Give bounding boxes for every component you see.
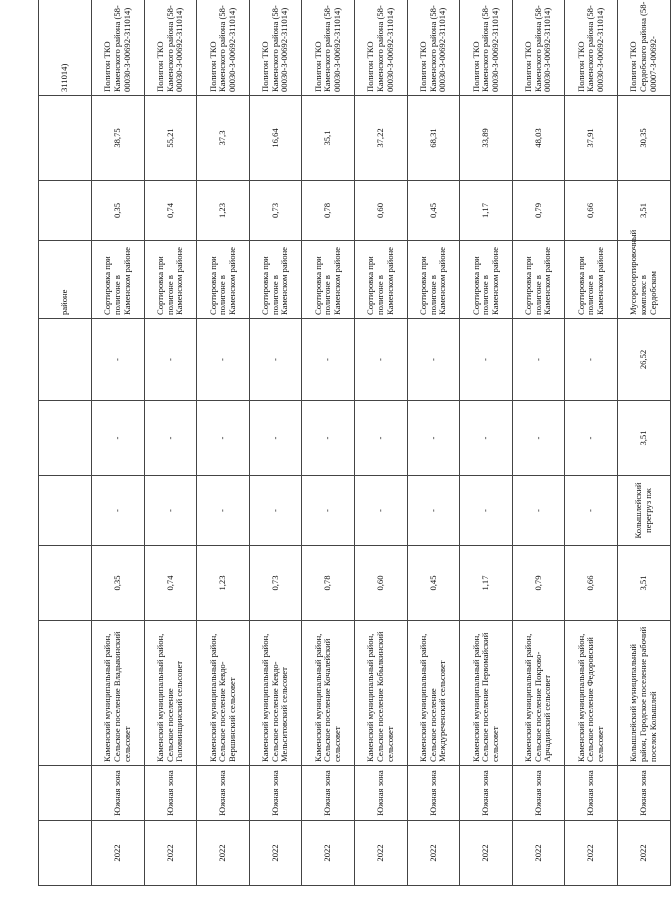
rotated-table-wrapper	[38, 1, 658, 886]
processing-object-cell: Мусоросортировочный комплекс в Сердобском	[617, 241, 670, 319]
processing-object-cell: Сортировка при полигоне в Каменском районе	[144, 241, 197, 319]
zone-cell: Южная зона	[460, 766, 513, 821]
transport-distance-cell: 35,1	[302, 96, 355, 181]
municipality-cell: Каменский муниципальный район, Сельское поселение Междуреченский сельсовет	[407, 621, 460, 766]
waste-flow-table	[38, 0, 671, 886]
transfer-station-cell: -	[249, 476, 302, 546]
zone-cell	[39, 766, 92, 821]
transfer-station-cell	[39, 476, 92, 546]
waste-mass-cell: 0,74	[144, 546, 197, 621]
zone-cell: Южная зона	[144, 766, 197, 821]
transfer-station-cell: -	[565, 476, 618, 546]
table-row	[39, 0, 92, 886]
municipality-cell	[39, 621, 92, 766]
zone-cell: Южная зона	[354, 766, 407, 821]
waste-mass-cell: 0,60	[354, 546, 407, 621]
zone-cell: Южная зона	[617, 766, 670, 821]
transfer-station-cell: -	[354, 476, 407, 546]
year-cell: 2022	[249, 821, 302, 886]
zone-cell: Южная зона	[512, 766, 565, 821]
transfer-distance-cell	[39, 319, 92, 401]
waste-mass-cell: 1,23	[197, 546, 250, 621]
landfill-cell: 311014)	[39, 0, 92, 96]
table-row	[354, 0, 407, 886]
transport-distance-cell: 37,91	[565, 96, 618, 181]
municipality-cell: Каменский муниципальный район, Сельское поселение Кочалейский сельсовет	[302, 621, 355, 766]
transfer-station-cell: -	[92, 476, 145, 546]
waste-mass-cell: 0,35	[92, 546, 145, 621]
transfer-mass-cell: -	[460, 401, 513, 476]
waste-mass-cell: 0,73	[249, 546, 302, 621]
processing-mass-cell: 0,79	[512, 181, 565, 241]
table-row	[565, 0, 618, 886]
transport-distance-cell: 68,31	[407, 96, 460, 181]
year-cell: 2022	[617, 821, 670, 886]
table-row	[92, 0, 145, 886]
zone-cell: Южная зона	[197, 766, 250, 821]
transfer-distance-cell: -	[92, 319, 145, 401]
processing-mass-cell	[39, 181, 92, 241]
table-row	[197, 0, 250, 886]
year-cell: 2022	[197, 821, 250, 886]
processing-mass-cell: 0,35	[92, 181, 145, 241]
year-cell: 2022	[302, 821, 355, 886]
transfer-distance-cell: -	[144, 319, 197, 401]
processing-mass-cell: 1,23	[197, 181, 250, 241]
processing-mass-cell: 3,51	[617, 181, 670, 241]
waste-mass-cell: 3,51	[617, 546, 670, 621]
landfill-cell: Полигон ТКО Каменского района (58-00030-З-00692-311014)	[144, 0, 197, 96]
transport-distance-cell: 30,35	[617, 96, 670, 181]
table-row	[512, 0, 565, 886]
transport-distance-cell: 48,03	[512, 96, 565, 181]
year-cell: 2022	[407, 821, 460, 886]
processing-object-cell: Сортировка при полигоне в Каменском районе	[92, 241, 145, 319]
transfer-distance-cell: -	[249, 319, 302, 401]
transfer-mass-cell: -	[302, 401, 355, 476]
landfill-cell: Полигон ТКО Каменского района (58-00030-З-00692-311014)	[92, 0, 145, 96]
processing-object-cell: районе	[39, 241, 92, 319]
table-row	[460, 0, 513, 886]
transfer-mass-cell: -	[249, 401, 302, 476]
waste-mass-cell	[39, 546, 92, 621]
table-row	[407, 0, 460, 886]
transfer-mass-cell: -	[197, 401, 250, 476]
municipality-cell: Каменский муниципальный район, Сельское поселение Первомайский сельсовет	[460, 621, 513, 766]
processing-mass-cell: 0,66	[565, 181, 618, 241]
transfer-mass-cell: -	[144, 401, 197, 476]
transfer-distance-cell: 26,52	[617, 319, 670, 401]
year-cell: 2022	[512, 821, 565, 886]
transport-distance-cell: 38,75	[92, 96, 145, 181]
processing-object-cell: Сортировка при полигоне в Каменском районе	[354, 241, 407, 319]
processing-mass-cell: 0,73	[249, 181, 302, 241]
transfer-station-cell: -	[197, 476, 250, 546]
municipality-cell: Каменский муниципальный район, Сельское поселение Владыкинский сельсовет	[92, 621, 145, 766]
waste-mass-cell: 1,17	[460, 546, 513, 621]
transport-distance-cell: 55,21	[144, 96, 197, 181]
processing-mass-cell: 0,78	[302, 181, 355, 241]
transport-distance-cell: 33,89	[460, 96, 513, 181]
processing-object-cell: Сортировка при полигоне в Каменском районе	[407, 241, 460, 319]
municipality-cell: Каменский муниципальный район, Сельское поселение Кевдо-Вершинский сельсовет	[197, 621, 250, 766]
waste-mass-cell: 0,78	[302, 546, 355, 621]
transfer-distance-cell: -	[512, 319, 565, 401]
processing-mass-cell: 0,45	[407, 181, 460, 241]
table-row	[144, 0, 197, 886]
year-cell: 2022	[144, 821, 197, 886]
table-row	[249, 0, 302, 886]
transfer-distance-cell: -	[565, 319, 618, 401]
transfer-mass-cell: -	[407, 401, 460, 476]
transfer-distance-cell: -	[302, 319, 355, 401]
processing-object-cell: Сортировка при полигоне в Каменском районе	[512, 241, 565, 319]
year-cell	[39, 821, 92, 886]
transfer-mass-cell: -	[512, 401, 565, 476]
municipality-cell: Каменский муниципальный район, Сельское поселение Кобылкинский сельсовет	[354, 621, 407, 766]
landfill-cell: Полигон ТКО Сердобского района (58-00007-З-00692-	[617, 0, 670, 96]
transfer-station-cell: -	[512, 476, 565, 546]
processing-mass-cell: 0,60	[354, 181, 407, 241]
transfer-station-cell: -	[407, 476, 460, 546]
transfer-distance-cell: -	[460, 319, 513, 401]
processing-object-cell: Сортировка при полигоне в Каменском районе	[302, 241, 355, 319]
transfer-mass-cell: -	[565, 401, 618, 476]
processing-mass-cell: 0,74	[144, 181, 197, 241]
municipality-cell: Каменский муниципальный район, Сельское поселение Федоровский сельсовет	[565, 621, 618, 766]
landfill-cell: Полигон ТКО Каменского района (58-00030-З-00692-311014)	[407, 0, 460, 96]
municipality-cell: Каменский муниципальный район, Сельское поселение Головинщинский сельсовет	[144, 621, 197, 766]
zone-cell: Южная зона	[302, 766, 355, 821]
transport-distance-cell: 37,3	[197, 96, 250, 181]
processing-mass-cell: 1,17	[460, 181, 513, 241]
landfill-cell: Полигон ТКО Каменского района (58-00030-З-00692-311014)	[460, 0, 513, 96]
zone-cell: Южная зона	[407, 766, 460, 821]
landfill-cell: Полигон ТКО Каменского района (58-00030-З-00692-311014)	[302, 0, 355, 96]
year-cell: 2022	[565, 821, 618, 886]
transfer-mass-cell: 3,51	[617, 401, 670, 476]
landfill-cell: Полигон ТКО Каменского района (58-00030-З-00692-311014)	[565, 0, 618, 96]
zone-cell: Южная зона	[92, 766, 145, 821]
table-body	[39, 0, 671, 886]
processing-object-cell: Сортировка при полигоне в Каменском районе	[565, 241, 618, 319]
year-cell: 2022	[92, 821, 145, 886]
transfer-station-cell: -	[302, 476, 355, 546]
waste-mass-cell: 0,66	[565, 546, 618, 621]
municipality-cell: Каменский муниципальный район, Сельское поселение Кевдо-Мельситовский сельсовет	[249, 621, 302, 766]
municipality-cell: Каменский муниципальный район, Сельское поселение Покрово-Арчадинский сельсовет	[512, 621, 565, 766]
table-row	[617, 0, 670, 886]
processing-object-cell: Сортировка при полигоне в Каменском районе	[460, 241, 513, 319]
processing-object-cell: Сортировка при полигоне в Каменском районе	[249, 241, 302, 319]
transport-distance-cell: 16,64	[249, 96, 302, 181]
landfill-cell: Полигон ТКО Каменского района (58-00030-З-00692-311014)	[512, 0, 565, 96]
landfill-cell: Полигон ТКО Каменского района (58-00030-З-00692-311014)	[354, 0, 407, 96]
landfill-cell: Полигон ТКО Каменского района (58-00030-З-00692-311014)	[197, 0, 250, 96]
transport-distance-cell: 37,22	[354, 96, 407, 181]
waste-mass-cell: 0,45	[407, 546, 460, 621]
transfer-station-cell: Колышлейский перегруз пж	[617, 476, 670, 546]
transfer-distance-cell: -	[197, 319, 250, 401]
table-row	[302, 0, 355, 886]
transfer-station-cell: -	[144, 476, 197, 546]
landfill-cell: Полигон ТКО Каменского района (58-00030-З-00692-311014)	[249, 0, 302, 96]
year-cell: 2022	[460, 821, 513, 886]
transfer-distance-cell: -	[354, 319, 407, 401]
transfer-station-cell: -	[460, 476, 513, 546]
zone-cell: Южная зона	[565, 766, 618, 821]
year-cell: 2022	[354, 821, 407, 886]
transfer-mass-cell	[39, 401, 92, 476]
transfer-mass-cell: -	[354, 401, 407, 476]
waste-mass-cell: 0,79	[512, 546, 565, 621]
zone-cell: Южная зона	[249, 766, 302, 821]
transport-distance-cell	[39, 96, 92, 181]
processing-object-cell: Сортировка при полигоне в Каменском районе	[197, 241, 250, 319]
transfer-distance-cell: -	[407, 319, 460, 401]
municipality-cell: Колышлейский муниципальный район, Городское поселение рабочий поселок Колышлей	[617, 621, 670, 766]
transfer-mass-cell: -	[92, 401, 145, 476]
